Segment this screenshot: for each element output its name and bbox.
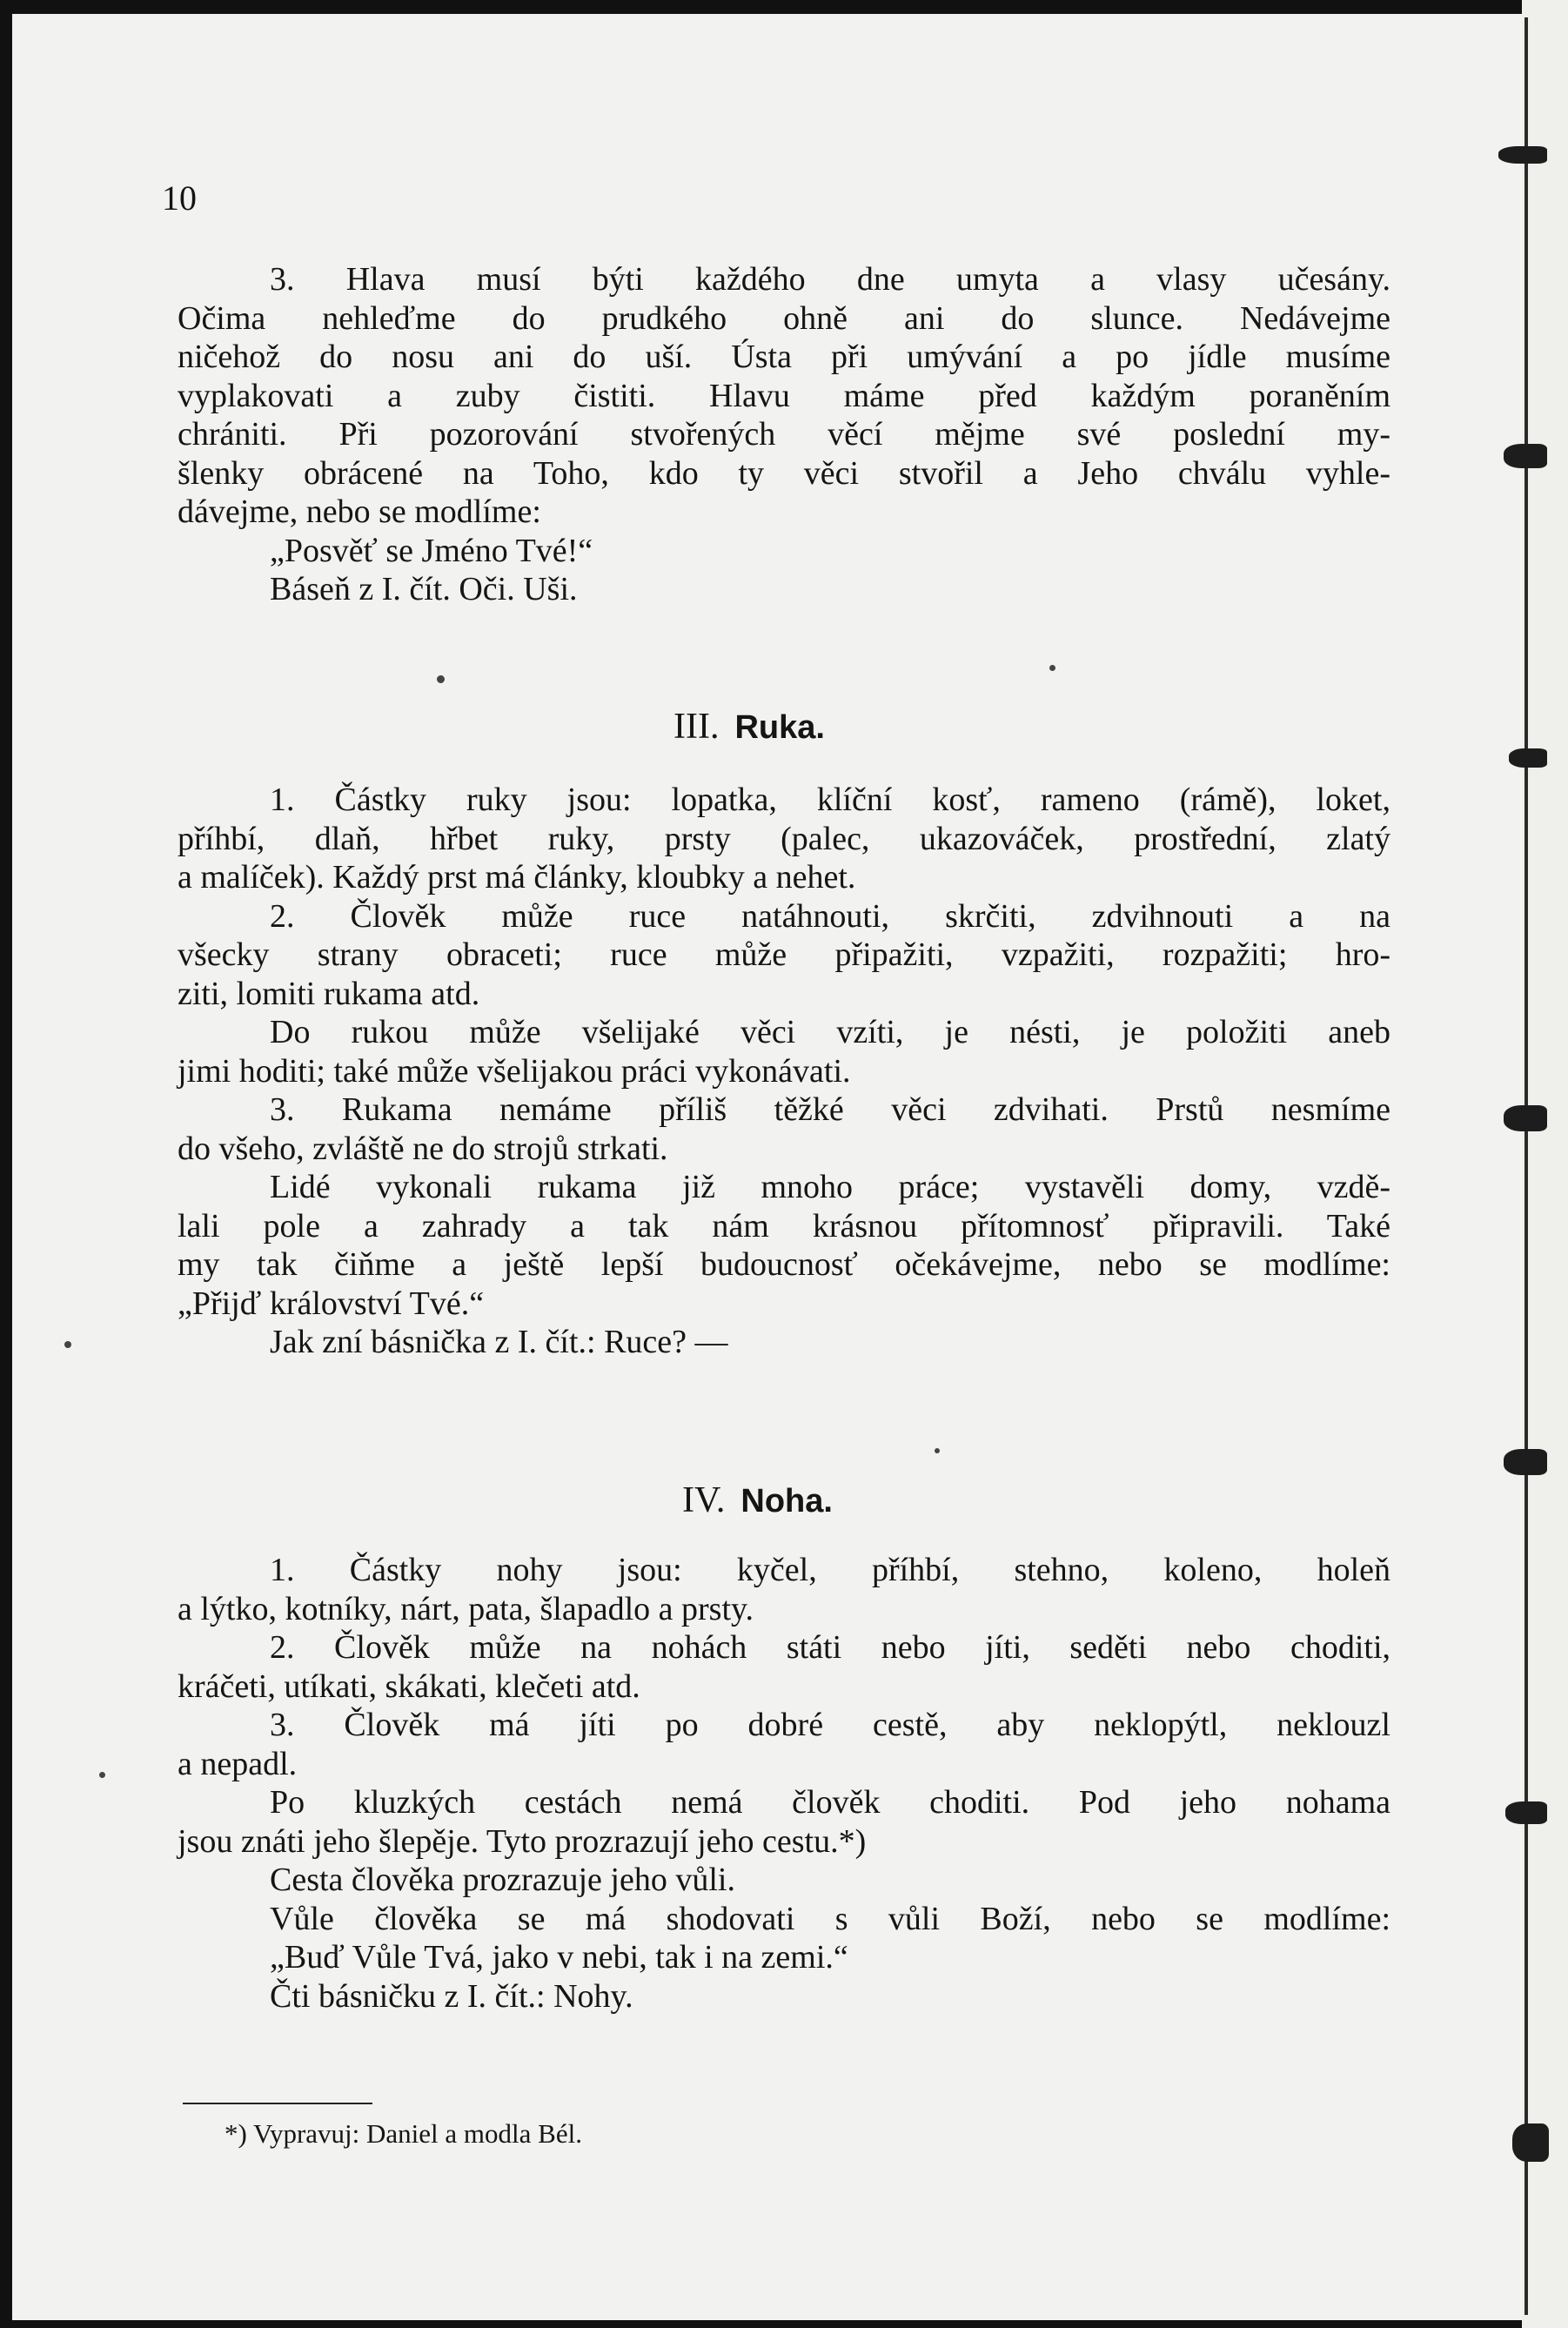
text-line: 1. Částky ruky jsou: lopatka, klíční kosť, rameno (rámě), loket, xyxy=(270,782,1390,818)
section-numeral: III. xyxy=(673,707,720,747)
ink-speck xyxy=(1049,665,1055,671)
text-line: 2. Člověk může na nohách státi nebo jíti, seděti nebo choditi, xyxy=(270,1629,1390,1666)
text-line: 3. Člověk má jíti po dobré cestě, aby neklopýtl, neklouzl xyxy=(270,1707,1390,1743)
text-line: kráčeti, utíkati, skákati, klečeti atd. xyxy=(178,1667,640,1705)
section-heading-noha xyxy=(682,1479,833,1521)
text-line: Báseň z I. čít. Oči. Uši. xyxy=(270,571,578,607)
text-line: všecky strany obraceti; ruce může připažiti, vzpažiti, rozpažiti; hro- xyxy=(178,936,1390,973)
section-heading-ruka xyxy=(673,706,825,748)
text-line: 3. Hlava musí býti každého dne umyta a vlasy učesány. xyxy=(270,261,1390,298)
text-line: jsou znáti jeho šlepěje. Tyto prozrazují jeho cestu.*) xyxy=(178,1822,867,1860)
text-line: a nepadl. xyxy=(178,1745,298,1782)
ink-speck xyxy=(935,1448,940,1453)
text-line: lali pole a zahrady a tak nám krásnou přítomnosť připravili. Také xyxy=(178,1207,1390,1245)
text-line: Očima nehleďme do prudkého ohně ani do slunce. Nedávejme xyxy=(178,299,1390,337)
ink-speck xyxy=(64,1341,71,1348)
text-line: ničehož do nosu ani do uší. Ústa při umývání a po jídle musíme xyxy=(178,339,1390,375)
page-edge xyxy=(1522,0,1568,2328)
text-line: 3. Rukama nemáme příliš těžké věci zdvihati. Prstů nesmíme xyxy=(270,1091,1390,1128)
text-line: příhbí, dlaň, hřbet ruky, prsty (palec, ukazováček, prostřední, zlatý xyxy=(178,820,1390,857)
text-line: chrániti. Při pozorování stvořených věcí mějme své poslední my- xyxy=(178,416,1390,453)
text-line: „Buď Vůle Tvá, jako v nebi, tak i na zemi.“ xyxy=(270,1939,848,1976)
text-line: a lýtko, kotníky, nárt, pata, šlapadlo a prsty. xyxy=(178,1590,754,1627)
edge-mark xyxy=(1504,1449,1547,1475)
edge-mark xyxy=(1498,146,1547,164)
text-line: Po kluzkých cestách nemá člověk choditi. Pod jeho nohama xyxy=(270,1784,1390,1821)
page-number: 10 xyxy=(162,178,197,218)
text-line: „Přijď království Tvé.“ xyxy=(178,1285,485,1322)
edge-mark xyxy=(1512,2123,1549,2162)
edge-mark xyxy=(1509,748,1547,768)
text-line: dávejme, nebo se modlíme: xyxy=(178,493,541,530)
section-title: Ruka. xyxy=(734,709,825,746)
ink-speck xyxy=(99,1772,105,1778)
edge-mark xyxy=(1505,1801,1547,1824)
text-line: „Posvěť se Jméno Tvé!“ xyxy=(270,532,593,569)
text-line: Do rukou může všelijaké věci vzíti, je nésti, je položiti aneb xyxy=(270,1014,1390,1050)
section-title: Noha. xyxy=(740,1483,833,1520)
text-line: do všeho, zvláště ne do strojů strkati. xyxy=(178,1130,668,1167)
text-line: ziti, lomiti rukama atd. xyxy=(178,975,480,1012)
text-line: 2. Člověk může ruce natáhnouti, skrčiti, zdvihnouti a na xyxy=(270,897,1390,935)
edge-mark xyxy=(1504,444,1547,468)
text-line: my tak čiňme a ještě lepší budoucnosť očekávejme, nebo se modlíme: xyxy=(178,1246,1390,1283)
book-page xyxy=(12,14,1522,2320)
text-line: Cesta člověka prozrazuje jeho vůli. xyxy=(270,1862,735,1898)
footnote: *) Vypravuj: Daniel a modla Bél. xyxy=(224,2118,582,2149)
footnote-rule xyxy=(183,2103,372,2104)
text-line: jimi hoditi; také může všelijakou práci vykonávati. xyxy=(178,1052,851,1090)
page-edge-line xyxy=(1524,17,1528,2315)
text-line: vyplakovati a zuby čistiti. Hlavu máme před každým poraněním xyxy=(178,377,1390,414)
text-line: Čti básničku z I. čít.: Nohy. xyxy=(270,1977,633,2015)
ink-speck xyxy=(437,675,445,683)
section-numeral: IV. xyxy=(682,1480,726,1520)
edge-mark xyxy=(1504,1105,1547,1131)
text-line: 1. Částky nohy jsou: kyčel, příhbí, stehno, koleno, holeň xyxy=(270,1552,1390,1588)
text-line: Vůle člověka se má shodovati s vůli Boží, nebo se modlíme: xyxy=(270,1900,1390,1937)
text-line: šlenky obrácené na Toho, kdo ty věci stvořil a Jeho chválu vyhle- xyxy=(178,454,1390,492)
text-line: Jak zní básnička z I. čít.: Ruce? — xyxy=(270,1324,728,1360)
text-line: a malíček). Každý prst má články, kloubky a nehet. xyxy=(178,859,856,896)
text-line: Lidé vykonali rukama již mnoho práce; vystavěli domy, vzdě- xyxy=(270,1169,1390,1205)
